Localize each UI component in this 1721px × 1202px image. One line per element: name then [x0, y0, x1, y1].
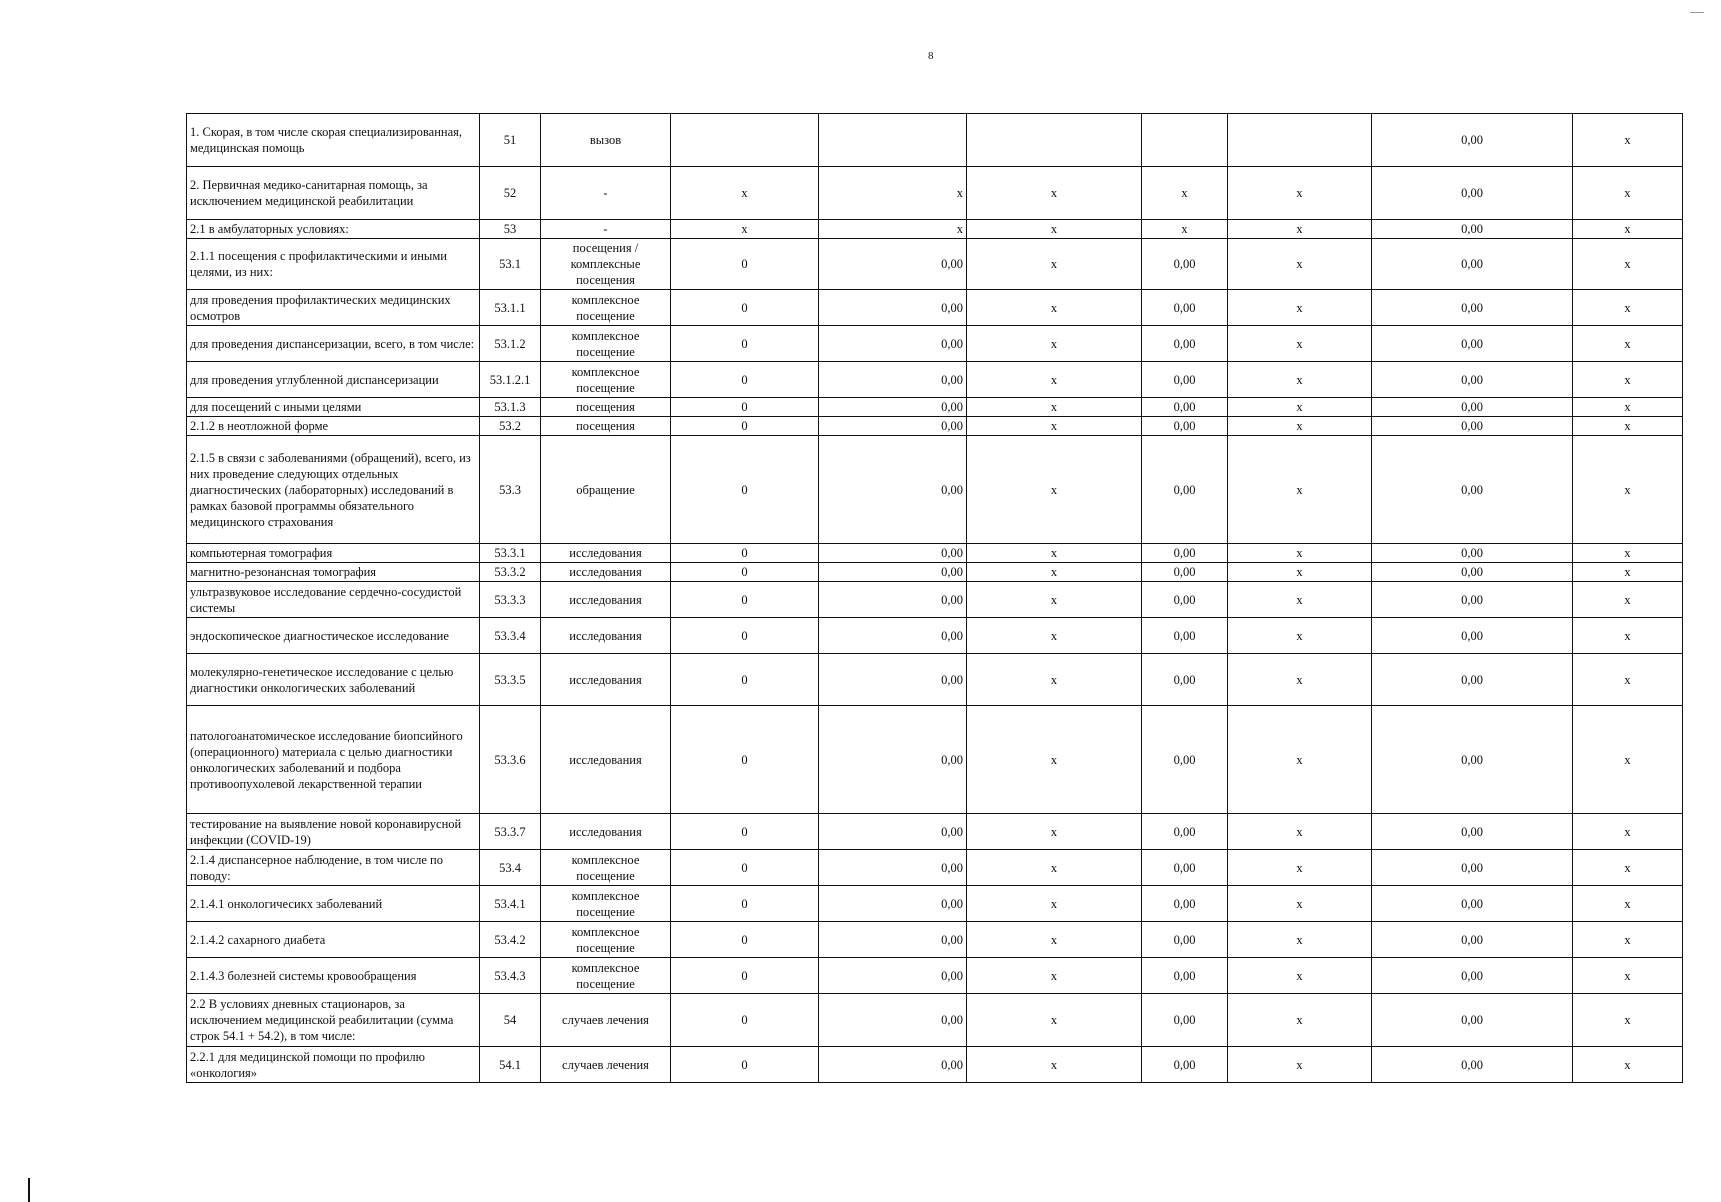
cell-code: 53.4.2: [480, 922, 541, 958]
cell-col-1: 0: [671, 544, 819, 563]
table-row: [187, 167, 1683, 220]
cell-col-4: 0,00: [1142, 398, 1228, 417]
cell-col-4: 0,00: [1142, 417, 1228, 436]
cell-name: молекулярно-генетическое исследование с целью диагностики онкологических заболеваний: [187, 654, 480, 706]
cell-col-3: x: [967, 239, 1142, 290]
cell-code: 53.3: [480, 436, 541, 544]
cell-name: 2. Первичная медико-санитарная помощь, за исключением медицинской реабилитации: [187, 167, 480, 220]
cell-unit: посещения: [541, 417, 671, 436]
cell-col-5: x: [1228, 398, 1372, 417]
cell-col-4: 0,00: [1142, 850, 1228, 886]
cell-col-1: 0: [671, 290, 819, 326]
cell-code: 53.3.3: [480, 582, 541, 618]
cell-code: 53.3.6: [480, 706, 541, 814]
cell-col-6: 0,00: [1372, 886, 1573, 922]
cell-code: 53.1.2: [480, 326, 541, 362]
cell-col-1: 0: [671, 436, 819, 544]
table-row: [187, 362, 1683, 398]
cell-col-7: x: [1573, 417, 1683, 436]
cell-col-5: x: [1228, 362, 1372, 398]
cell-col-5: x: [1228, 582, 1372, 618]
cell-col-7: x: [1573, 544, 1683, 563]
cell-col-5: x: [1228, 1047, 1372, 1083]
cell-col-2: 0,00: [819, 436, 967, 544]
cell-code: 51: [480, 114, 541, 167]
cell-col-6: 0,00: [1372, 290, 1573, 326]
cell-col-2: [819, 114, 967, 167]
cell-col-4: 0,00: [1142, 290, 1228, 326]
cell-col-1: 0: [671, 814, 819, 850]
cell-col-3: x: [967, 220, 1142, 239]
cell-col-4: 0,00: [1142, 582, 1228, 618]
cell-col-7: x: [1573, 290, 1683, 326]
cell-col-1: 0: [671, 398, 819, 417]
cell-col-3: [967, 114, 1142, 167]
cell-name: магнитно-резонансная томография: [187, 563, 480, 582]
data-table: [186, 113, 1683, 1083]
cell-name: 2.2 В условиях дневных стационаров, за исключением медицинской реабилитации (сумма строк 54.1 + 54.2), в том числе:: [187, 994, 480, 1047]
cell-col-4: [1142, 114, 1228, 167]
cell-name: 2.1 в амбулаторных условиях:: [187, 220, 480, 239]
cell-col-6: 0,00: [1372, 326, 1573, 362]
cell-unit: исследования: [541, 654, 671, 706]
cell-col-7: x: [1573, 706, 1683, 814]
cell-col-5: x: [1228, 436, 1372, 544]
table-row: [187, 398, 1683, 417]
scan-mark: [1690, 12, 1704, 13]
cell-unit: случаев лечения: [541, 994, 671, 1047]
cell-col-4: 0,00: [1142, 563, 1228, 582]
cell-unit: исследования: [541, 814, 671, 850]
table-row: [187, 582, 1683, 618]
cell-col-4: 0,00: [1142, 239, 1228, 290]
cell-col-2: 0,00: [819, 1047, 967, 1083]
cell-col-6: 0,00: [1372, 922, 1573, 958]
table-row: [187, 886, 1683, 922]
cell-unit: комплексное посещение: [541, 922, 671, 958]
cell-col-2: x: [819, 220, 967, 239]
cell-col-7: x: [1573, 563, 1683, 582]
cell-col-3: x: [967, 618, 1142, 654]
cell-col-3: x: [967, 850, 1142, 886]
cell-col-1: 0: [671, 582, 819, 618]
cell-col-2: 0,00: [819, 922, 967, 958]
cell-code: 53.1.1: [480, 290, 541, 326]
cell-name: 2.1.4 диспансерное наблюдение, в том числе по поводу:: [187, 850, 480, 886]
cell-col-1: 0: [671, 654, 819, 706]
table-row: [187, 220, 1683, 239]
margin-mark: [28, 1178, 30, 1202]
cell-col-4: 0,00: [1142, 994, 1228, 1047]
cell-col-6: 0,00: [1372, 850, 1573, 886]
cell-code: 54: [480, 994, 541, 1047]
cell-name: 2.1.4.2 сахарного диабета: [187, 922, 480, 958]
cell-col-7: x: [1573, 814, 1683, 850]
cell-col-6: 0,00: [1372, 814, 1573, 850]
cell-name: эндоскопическое диагностическое исследование: [187, 618, 480, 654]
table-row: [187, 922, 1683, 958]
cell-col-6: 0,00: [1372, 618, 1573, 654]
cell-col-2: 0,00: [819, 398, 967, 417]
cell-col-6: 0,00: [1372, 362, 1573, 398]
cell-col-5: x: [1228, 994, 1372, 1047]
cell-col-1: 0: [671, 850, 819, 886]
table-row: [187, 417, 1683, 436]
cell-col-4: 0,00: [1142, 544, 1228, 563]
table-row: [187, 618, 1683, 654]
cell-unit: комплексное посещение: [541, 362, 671, 398]
table-row: [187, 239, 1683, 290]
cell-col-4: 0,00: [1142, 814, 1228, 850]
cell-code: 53.3.4: [480, 618, 541, 654]
cell-col-7: x: [1573, 326, 1683, 362]
cell-code: 53.3.5: [480, 654, 541, 706]
table-row: [187, 436, 1683, 544]
cell-col-5: x: [1228, 706, 1372, 814]
cell-col-1: [671, 114, 819, 167]
cell-unit: комплексное посещение: [541, 290, 671, 326]
cell-col-7: x: [1573, 958, 1683, 994]
table-row: [187, 814, 1683, 850]
page-number: 8: [928, 50, 934, 62]
cell-name: для проведения профилактических медицинских осмотров: [187, 290, 480, 326]
table-row: [187, 544, 1683, 563]
cell-code: 54.1: [480, 1047, 541, 1083]
cell-name: 2.1.2 в неотложной форме: [187, 417, 480, 436]
cell-col-1: 0: [671, 886, 819, 922]
cell-col-4: 0,00: [1142, 886, 1228, 922]
cell-col-7: x: [1573, 436, 1683, 544]
cell-col-2: 0,00: [819, 239, 967, 290]
cell-unit: комплексное посещение: [541, 958, 671, 994]
cell-name: патологоанатомическое исследование биопсийного (операционного) материала с целью диагностики онкологических заболеваний и подбора противоопухолевой лекарственной терапии: [187, 706, 480, 814]
cell-name: 2.1.4.3 болезней системы кровообращения: [187, 958, 480, 994]
cell-col-4: x: [1142, 220, 1228, 239]
cell-code: 53.4.1: [480, 886, 541, 922]
cell-col-2: x: [819, 167, 967, 220]
table-row: [187, 1047, 1683, 1083]
cell-col-5: x: [1228, 290, 1372, 326]
cell-col-2: 0,00: [819, 958, 967, 994]
cell-col-4: 0,00: [1142, 706, 1228, 814]
cell-col-3: x: [967, 706, 1142, 814]
cell-unit: комплексное посещение: [541, 326, 671, 362]
cell-col-6: 0,00: [1372, 436, 1573, 544]
cell-col-5: x: [1228, 239, 1372, 290]
cell-col-1: x: [671, 220, 819, 239]
cell-col-2: 0,00: [819, 886, 967, 922]
cell-col-6: 0,00: [1372, 994, 1573, 1047]
table-row: [187, 850, 1683, 886]
cell-col-2: 0,00: [819, 582, 967, 618]
cell-col-5: x: [1228, 563, 1372, 582]
cell-code: 53.4.3: [480, 958, 541, 994]
cell-unit: комплексное посещение: [541, 886, 671, 922]
cell-col-2: 0,00: [819, 326, 967, 362]
cell-col-7: x: [1573, 654, 1683, 706]
cell-code: 53.1.3: [480, 398, 541, 417]
cell-col-2: 0,00: [819, 850, 967, 886]
cell-unit: исследования: [541, 618, 671, 654]
table-row: [187, 958, 1683, 994]
table-row: [187, 290, 1683, 326]
cell-col-3: x: [967, 654, 1142, 706]
cell-col-5: x: [1228, 618, 1372, 654]
cell-code: 53.3.2: [480, 563, 541, 582]
cell-col-1: 0: [671, 994, 819, 1047]
cell-col-6: 0,00: [1372, 398, 1573, 417]
cell-col-4: 0,00: [1142, 618, 1228, 654]
cell-col-4: 0,00: [1142, 654, 1228, 706]
cell-col-3: x: [967, 290, 1142, 326]
cell-code: 53.1.2.1: [480, 362, 541, 398]
cell-col-6: 0,00: [1372, 167, 1573, 220]
cell-col-1: 0: [671, 417, 819, 436]
cell-col-3: x: [967, 436, 1142, 544]
cell-col-1: 0: [671, 239, 819, 290]
cell-col-5: x: [1228, 886, 1372, 922]
cell-unit: исследования: [541, 563, 671, 582]
cell-col-3: x: [967, 326, 1142, 362]
cell-col-4: 0,00: [1142, 922, 1228, 958]
table-row: [187, 326, 1683, 362]
cell-col-4: 0,00: [1142, 362, 1228, 398]
cell-code: 53: [480, 220, 541, 239]
cell-col-7: x: [1573, 220, 1683, 239]
cell-unit: обращение: [541, 436, 671, 544]
cell-col-5: x: [1228, 544, 1372, 563]
cell-name: для посещений с иными целями: [187, 398, 480, 417]
cell-col-7: x: [1573, 582, 1683, 618]
cell-col-5: x: [1228, 417, 1372, 436]
cell-col-2: 0,00: [819, 654, 967, 706]
cell-col-1: 0: [671, 362, 819, 398]
cell-col-3: x: [967, 398, 1142, 417]
cell-code: 53.3.1: [480, 544, 541, 563]
cell-col-3: x: [967, 994, 1142, 1047]
cell-col-2: 0,00: [819, 544, 967, 563]
cell-unit: посещения: [541, 398, 671, 417]
cell-name: 1. Скорая, в том числе скорая специализированная, медицинская помощь: [187, 114, 480, 167]
cell-col-2: 0,00: [819, 417, 967, 436]
cell-col-7: x: [1573, 1047, 1683, 1083]
cell-col-3: x: [967, 544, 1142, 563]
table-row: [187, 706, 1683, 814]
cell-col-6: 0,00: [1372, 417, 1573, 436]
cell-name: 2.1.5 в связи с заболеваниями (обращений), всего, из них проведение следующих отдельных диагностических (лабораторных) исследований в рамках базовой программы обязательного медицинского страхования: [187, 436, 480, 544]
cell-col-6: 0,00: [1372, 114, 1573, 167]
cell-name: 2.1.1 посещения с профилактическими и иными целями, из них:: [187, 239, 480, 290]
cell-code: 53.3.7: [480, 814, 541, 850]
cell-col-4: 0,00: [1142, 1047, 1228, 1083]
cell-col-3: x: [967, 417, 1142, 436]
cell-col-6: 0,00: [1372, 239, 1573, 290]
table-row: [187, 994, 1683, 1047]
cell-code: 53.2: [480, 417, 541, 436]
cell-col-4: 0,00: [1142, 958, 1228, 994]
cell-unit: исследования: [541, 544, 671, 563]
cell-col-6: 0,00: [1372, 654, 1573, 706]
cell-col-6: 0,00: [1372, 706, 1573, 814]
cell-unit: вызов: [541, 114, 671, 167]
cell-col-2: 0,00: [819, 994, 967, 1047]
cell-col-7: x: [1573, 886, 1683, 922]
cell-col-7: x: [1573, 114, 1683, 167]
cell-col-2: 0,00: [819, 706, 967, 814]
cell-col-6: 0,00: [1372, 544, 1573, 563]
cell-col-1: 0: [671, 618, 819, 654]
cell-name: ультразвуковое исследование сердечно-сосудистой системы: [187, 582, 480, 618]
cell-code: 53.1: [480, 239, 541, 290]
cell-col-1: 0: [671, 563, 819, 582]
cell-col-7: x: [1573, 850, 1683, 886]
cell-col-1: 0: [671, 326, 819, 362]
cell-col-7: x: [1573, 618, 1683, 654]
cell-col-7: x: [1573, 167, 1683, 220]
cell-col-1: 0: [671, 706, 819, 814]
cell-col-6: 0,00: [1372, 1047, 1573, 1083]
cell-col-6: 0,00: [1372, 563, 1573, 582]
cell-name: тестирование на выявление новой коронавирусной инфекции (COVID-19): [187, 814, 480, 850]
cell-col-3: x: [967, 563, 1142, 582]
cell-col-2: 0,00: [819, 814, 967, 850]
cell-col-1: 0: [671, 958, 819, 994]
cell-col-6: 0,00: [1372, 958, 1573, 994]
cell-col-2: 0,00: [819, 563, 967, 582]
cell-col-4: 0,00: [1142, 436, 1228, 544]
cell-col-2: 0,00: [819, 362, 967, 398]
cell-col-1: 0: [671, 1047, 819, 1083]
cell-unit: исследования: [541, 582, 671, 618]
cell-col-6: 0,00: [1372, 582, 1573, 618]
cell-code: 52: [480, 167, 541, 220]
cell-col-5: x: [1228, 220, 1372, 239]
cell-col-7: x: [1573, 398, 1683, 417]
cell-col-5: x: [1228, 922, 1372, 958]
cell-col-2: 0,00: [819, 290, 967, 326]
cell-col-5: [1228, 114, 1372, 167]
cell-name: 2.1.4.1 онкологичесикх заболеваний: [187, 886, 480, 922]
cell-col-5: x: [1228, 850, 1372, 886]
cell-col-3: x: [967, 958, 1142, 994]
cell-code: 53.4: [480, 850, 541, 886]
cell-name: 2.2.1 для медицинской помощи по профилю «онкология»: [187, 1047, 480, 1083]
cell-unit: -: [541, 220, 671, 239]
cell-col-3: x: [967, 167, 1142, 220]
cell-col-4: x: [1142, 167, 1228, 220]
table-row: [187, 654, 1683, 706]
cell-col-2: 0,00: [819, 618, 967, 654]
cell-col-3: x: [967, 362, 1142, 398]
cell-col-7: x: [1573, 994, 1683, 1047]
cell-col-3: x: [967, 1047, 1142, 1083]
cell-col-5: x: [1228, 814, 1372, 850]
cell-col-1: x: [671, 167, 819, 220]
table-row: [187, 563, 1683, 582]
cell-unit: комплексное посещение: [541, 850, 671, 886]
cell-col-5: x: [1228, 654, 1372, 706]
cell-name: компьютерная томография: [187, 544, 480, 563]
cell-col-5: x: [1228, 326, 1372, 362]
cell-col-5: x: [1228, 958, 1372, 994]
cell-col-3: x: [967, 886, 1142, 922]
cell-col-4: 0,00: [1142, 326, 1228, 362]
cell-unit: исследования: [541, 706, 671, 814]
cell-name: для проведения диспансеризации, всего, в том числе:: [187, 326, 480, 362]
cell-col-5: x: [1228, 167, 1372, 220]
cell-col-7: x: [1573, 362, 1683, 398]
cell-unit: случаев лечения: [541, 1047, 671, 1083]
cell-col-7: x: [1573, 239, 1683, 290]
cell-col-3: x: [967, 582, 1142, 618]
cell-col-7: x: [1573, 922, 1683, 958]
cell-col-3: x: [967, 922, 1142, 958]
cell-col-3: x: [967, 814, 1142, 850]
cell-col-1: 0: [671, 922, 819, 958]
table-row: [187, 114, 1683, 167]
cell-unit: -: [541, 167, 671, 220]
cell-unit: посещения / комплексные посещения: [541, 239, 671, 290]
cell-name: для проведения углубленной диспансеризации: [187, 362, 480, 398]
cell-col-6: 0,00: [1372, 220, 1573, 239]
